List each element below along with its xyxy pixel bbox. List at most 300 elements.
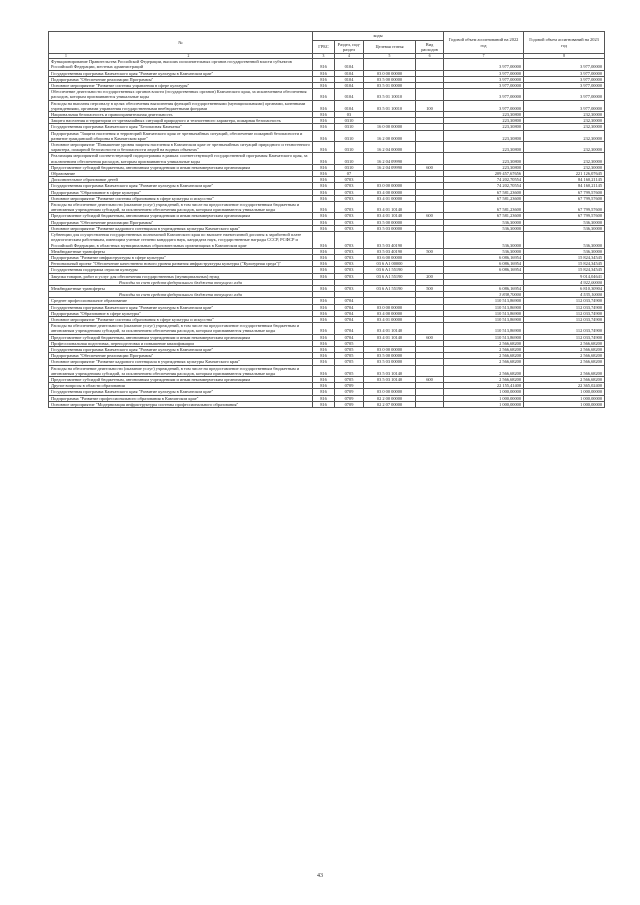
row-article: 03 5 03 40190 — [364, 232, 416, 249]
row-volume-2023: 3 977,00000 — [524, 70, 605, 76]
column-number-cell: 7 — [444, 54, 524, 59]
row-name: Расходы на обеспечение деятельности (оказание услуг) учреждений, в том числе на предоставление государственным бюджетным и автономным учреждениям субсидий, за исключением обеспечения расходов, которым присваиваются уникальные коды — [49, 365, 313, 376]
budget-table-wrapper — [48, 31, 604, 408]
row-expense-type — [416, 232, 444, 249]
row-volume-2022: 223,30800 — [444, 118, 524, 124]
row-volume-2022: 67 581,23600 — [444, 189, 524, 195]
row-article: 16 2 04 09990 — [364, 164, 416, 170]
row-volume-2023: 112 033,74900 — [524, 316, 605, 322]
row-section: 0704 — [335, 316, 364, 322]
row-volume-2023: 3 977,00000 — [524, 76, 605, 82]
row-article: 03 6 A1 00000 — [364, 261, 416, 267]
row-volume-2023: 536,30000 — [524, 219, 605, 225]
row-volume-2022: 110 513,86900 — [444, 316, 524, 322]
row-expense-type: 500 — [416, 248, 444, 254]
row-article: 03 5 03 10140 — [364, 376, 416, 382]
row-section: 0703 — [335, 183, 364, 189]
row-volume-2022: 67 581,23600 — [444, 195, 524, 201]
row-volume-2023: 1 000,00000 — [524, 401, 605, 407]
row-volume-2023: 4 922,00000 — [524, 279, 605, 285]
row-article: 03 4 01 00000 — [364, 195, 416, 201]
row-grbs: 816 — [313, 142, 335, 153]
row-name: Региональный проект "Обеспечение качественно нового уровня развития инфраструктуры культуры ("Культурная среда")" — [49, 261, 313, 267]
row-grbs: 816 — [313, 213, 335, 219]
row-section: 0703 — [335, 285, 364, 291]
row-name: Основное мероприятие "Повышение уровня защиты населения в Камчатском крае от чрезвычайных ситуаций природного и техногенного характера, пожарной безопасности и безопасности людей на водных объектах" — [49, 142, 313, 153]
row-volume-2023: 536,30000 — [524, 232, 605, 249]
row-volume-2023: 15 824,34545 — [524, 261, 605, 267]
header-codes: коды — [313, 32, 444, 41]
row-article: 03 6 A1 55190 — [364, 285, 416, 291]
row-grbs: 816 — [313, 401, 335, 407]
row-section: 0704 — [335, 310, 364, 316]
row-article: 03 5 00 00000 — [364, 76, 416, 82]
header-expense-type: Вид расходов — [416, 41, 444, 54]
row-section: 0709 — [335, 389, 364, 395]
row-grbs: 816 — [313, 346, 335, 352]
row-expense-type — [416, 202, 444, 213]
row-name: Другие вопросы в области образования — [49, 383, 313, 389]
header-volume-2023: Годовой объем ассигнований на 2023 год — [524, 32, 605, 54]
row-volume-2022: 2 566,68200 — [444, 359, 524, 365]
row-grbs: 816 — [313, 124, 335, 130]
row-grbs: 816 — [313, 89, 335, 100]
row-section: 0703 — [335, 261, 364, 267]
row-grbs: 816 — [313, 365, 335, 376]
row-volume-2022: 67 581,23600 — [444, 213, 524, 219]
row-article: 02 2 07 00000 — [364, 401, 416, 407]
row-volume-2022: 2 566,68200 — [444, 346, 524, 352]
row-article: 03 4 00 00000 — [364, 189, 416, 195]
row-name: Обеспечение деятельности государственных органов власти (государственных органов) Камчатского края, за исключением обеспечения расходов, которым присваиваются уникальные коды — [49, 89, 313, 100]
row-grbs: 816 — [313, 316, 335, 322]
row-grbs: 816 — [313, 273, 335, 279]
row-name: Расходы на обеспечение деятельности (оказание услуг) учреждений, в том числе на предоставление государственным бюджетным и автономным учреждениям субсидий, за исключением обеспечения расходов, которым присваиваются уникальные коды — [49, 323, 313, 334]
row-volume-2022: 6 086,16954 — [444, 285, 524, 291]
row-volume-2022: 1 000,00000 — [444, 401, 524, 407]
row-article: 03 4 01 00000 — [364, 316, 416, 322]
row-grbs: 816 — [313, 59, 335, 70]
row-grbs: 816 — [313, 70, 335, 76]
row-name: Подпрограмма "Образование в сфере культуры" — [49, 310, 313, 316]
row-volume-2023: 232,30000 — [524, 142, 605, 153]
row-name: Подпрограмма "Обеспечение реализации Программы" — [49, 353, 313, 359]
row-volume-2022: 2 566,68200 — [444, 376, 524, 382]
row-volume-2023: 232,30000 — [524, 153, 605, 164]
row-volume-2023: 67 799,57600 — [524, 202, 605, 213]
row-volume-2022: 22 155,41400 — [444, 383, 524, 389]
row-volume-2022: 3 977,00000 — [444, 83, 524, 89]
row-name: Государственная программа Камчатского края "Безопасная Камчатка" — [49, 124, 313, 130]
row-volume-2023: 2 566,68200 — [524, 346, 605, 352]
row-grbs: 816 — [313, 153, 335, 164]
row-grbs: 816 — [313, 353, 335, 359]
row-grbs: 816 — [313, 76, 335, 82]
row-article: 03 0 00 00000 — [364, 70, 416, 76]
row-article: 03 4 01 10140 — [364, 334, 416, 340]
row-section: 0703 — [335, 273, 364, 279]
row-expense-type — [416, 130, 444, 141]
row-volume-2022: 6 086,16954 — [444, 254, 524, 260]
row-volume-2023: 1 000,00000 — [524, 395, 605, 401]
row-name: Национальная безопасность и правоохранительная деятельность — [49, 112, 313, 118]
row-grbs: 816 — [313, 334, 335, 340]
row-name: Расходы за счет средств федерального бюджета текущего года — [49, 292, 313, 298]
row-volume-2023: 84 160,21145 — [524, 177, 605, 183]
row-name: Основное мероприятие "Модернизация инфраструктуры системы профессионального образования" — [49, 401, 313, 407]
row-volume-2022: 536,30000 — [444, 225, 524, 231]
row-name: Среднее профессиональное образование — [49, 298, 313, 304]
row-name: Государственная программа Камчатского края "Развитие культуры в Камчатском крае" — [49, 70, 313, 76]
row-volume-2022: 223,30800 — [444, 112, 524, 118]
row-section: 0709 — [335, 395, 364, 401]
row-volume-2023: 112 033,74900 — [524, 310, 605, 316]
row-section: 0704 — [335, 304, 364, 310]
table-row — [49, 142, 605, 153]
row-volume-2023: 2 566,68200 — [524, 365, 605, 376]
row-name: Основное мероприятие "Развитие системы образования в сфере культуры и искусства" — [49, 195, 313, 201]
row-grbs: 816 — [313, 340, 335, 346]
row-section: 0705 — [335, 340, 364, 346]
row-section: 0310 — [335, 130, 364, 141]
row-volume-2023: 3 977,00000 — [524, 59, 605, 70]
row-volume-2022: 110 513,86900 — [444, 310, 524, 316]
row-volume-2023: 112 033,74900 — [524, 334, 605, 340]
row-name: Предоставление субсидий бюджетным, автономным учреждениям и иным некоммерческим организациям — [49, 213, 313, 219]
row-name: Основное мероприятие "Развитие системы управления в сфере культуры" — [49, 83, 313, 89]
row-name: Предоставление субсидий бюджетным, автономным учреждениям и иным некоммерческим организациям — [49, 334, 313, 340]
row-name: Подпрограмма "Обеспечение реализации Программы" — [49, 219, 313, 225]
column-number-cell: 3 — [313, 54, 335, 59]
row-volume-2023: 232,30000 — [524, 164, 605, 170]
row-section: 0703 — [335, 267, 364, 273]
row-volume-2023: 22 365,02400 — [524, 383, 605, 389]
budget-table — [48, 31, 605, 408]
row-article: 03 5 03 40190 — [364, 248, 416, 254]
row-article: 16 2 04 00000 — [364, 142, 416, 153]
table-row — [49, 89, 605, 100]
row-volume-2023: 232,30000 — [524, 112, 605, 118]
row-section: 0310 — [335, 142, 364, 153]
row-volume-2022: 536,30000 — [444, 219, 524, 225]
row-volume-2022: 3 977,00000 — [444, 59, 524, 70]
row-name: Государственная программа Камчатского края "Развитие культуры в Камчатском крае" — [49, 304, 313, 310]
row-article: 03 4 01 10140 — [364, 323, 416, 334]
row-name: Расходы на выплаты персоналу в целях обеспечения выполнения функций государственными (муниципальными) органами, казенными учреждениями, органами управления государственными внебюджетными фондами — [49, 100, 313, 111]
row-volume-2023: 3 977,00000 — [524, 83, 605, 89]
row-name: Дополнительное образование детей — [49, 177, 313, 183]
row-grbs: 816 — [313, 130, 335, 141]
row-grbs: 816 — [313, 232, 335, 249]
column-number-cell: 4 — [335, 54, 364, 59]
row-article: 03 0 00 00000 — [364, 183, 416, 189]
row-volume-2022: 223,30800 — [444, 130, 524, 141]
row-section: 0703 — [335, 195, 364, 201]
row-grbs: 816 — [313, 202, 335, 213]
row-volume-2022: 74 202,70554 — [444, 177, 524, 183]
row-section: 0703 — [335, 189, 364, 195]
row-article: 16 2 00 00000 — [364, 130, 416, 141]
row-expense-type: 100 — [416, 100, 444, 111]
row-expense-type — [416, 89, 444, 100]
header-article: Целевая статья — [364, 41, 416, 54]
row-volume-2022: 2 566,68200 — [444, 340, 524, 346]
row-section: 0703 — [335, 232, 364, 249]
row-expense-type — [416, 153, 444, 164]
row-grbs: 816 — [313, 304, 335, 310]
row-volume-2023: 221 126,07645 — [524, 171, 605, 177]
row-expense-type: 600 — [416, 164, 444, 170]
row-volume-2023: 536,30000 — [524, 225, 605, 231]
row-section: 0310 — [335, 124, 364, 130]
row-section: 0104 — [335, 76, 364, 82]
row-volume-2023: 67 799,57600 — [524, 213, 605, 219]
row-name: Предоставление субсидий бюджетным, автономным учреждениям и иным некоммерческим организациям — [49, 164, 313, 170]
row-volume-2023: 67 799,57600 — [524, 189, 605, 195]
row-section: 0104 — [335, 83, 364, 89]
row-volume-2022: 1 000,00000 — [444, 389, 524, 395]
row-volume-2023: 112 033,74900 — [524, 298, 605, 304]
header-no: № — [49, 32, 313, 54]
row-volume-2023: 2 566,68200 — [524, 376, 605, 382]
row-grbs: 816 — [313, 383, 335, 389]
row-volume-2022: 209 457,67656 — [444, 171, 524, 177]
table-row — [49, 232, 605, 249]
row-name: Государственная программа Камчатского края "Развитие культуры в Камчатском крае" — [49, 346, 313, 352]
row-name: Реализация мероприятий соответствующей подпрограммы в рамках соответствующей государственной программы Камчатского края, за исключением обеспечения расходов, которым присваиваются уникальные коды — [49, 153, 313, 164]
row-volume-2023: 1 000,00000 — [524, 389, 605, 395]
row-name: Субвенции для осуществления государственных полномочий Камчатского края по выплате ежемесячной доплаты к заработной плате педагогическим работникам, имеющим ученые степени кандидата наук, кандидата наук, государственные награды СССР, РСФСР и Российской Федерации, в областных муниципальных образовательных организациях в Камчатском крае — [49, 232, 313, 249]
row-section: 0703 — [335, 219, 364, 225]
row-volume-2022: 110 513,86900 — [444, 298, 524, 304]
row-grbs: 816 — [313, 112, 335, 118]
table-row — [49, 365, 605, 376]
row-name: Подпрограмма "Развитие инфраструктуры в сфере культуры" — [49, 254, 313, 260]
row-grbs: 816 — [313, 254, 335, 260]
row-section: 0705 — [335, 365, 364, 376]
row-volume-2022: 3 977,00000 — [444, 89, 524, 100]
row-volume-2022: 110 513,86900 — [444, 334, 524, 340]
header-volume-2022: Годовой объем ассигнований на 2022 год — [444, 32, 524, 54]
row-grbs: 816 — [313, 310, 335, 316]
row-section: 03 — [335, 112, 364, 118]
row-volume-2022: 3 977,00000 — [444, 100, 524, 111]
row-grbs: 816 — [313, 100, 335, 111]
row-volume-2022: 67 581,23600 — [444, 202, 524, 213]
row-name: Государственная поддержка отрасли культуры — [49, 267, 313, 273]
row-volume-2022: 3 977,00000 — [444, 76, 524, 82]
row-section: 0705 — [335, 346, 364, 352]
row-grbs: 816 — [313, 164, 335, 170]
row-volume-2023: 536,30000 — [524, 248, 605, 254]
row-grbs: 816 — [313, 298, 335, 304]
row-article: 16 2 04 09990 — [364, 153, 416, 164]
row-grbs: 816 — [313, 171, 335, 177]
row-article: 03 5 03 00000 — [364, 359, 416, 365]
row-volume-2022: 536,30000 — [444, 248, 524, 254]
row-grbs: 816 — [313, 395, 335, 401]
row-section: 0704 — [335, 323, 364, 334]
row-section: 0104 — [335, 89, 364, 100]
row-section: 0705 — [335, 376, 364, 382]
row-section: 0704 — [335, 334, 364, 340]
row-name: Предоставление субсидий бюджетным, автономным учреждениям и иным некоммерческим организациям — [49, 376, 313, 382]
row-article: 03 5 00 00000 — [364, 219, 416, 225]
table-row — [49, 153, 605, 164]
row-expense-type — [416, 365, 444, 376]
row-volume-2023: 15 824,34545 — [524, 254, 605, 260]
row-name: Расходы на обеспечение деятельности (оказание услуг) учреждений, в том числе на предоставление государственным бюджетным и автономным учреждениям субсидий, за исключением обеспечения расходов, которым присваиваются уникальные коды — [49, 202, 313, 213]
row-volume-2023: 9 014,04641 — [524, 273, 605, 279]
row-section: 0310 — [335, 118, 364, 124]
column-number: 2 — [187, 54, 190, 58]
row-name: Образование — [49, 171, 313, 177]
row-name: Государственная программа Камчатского края "Развитие культуры в Камчатском крае" — [49, 389, 313, 395]
row-section: 0704 — [335, 298, 364, 304]
row-grbs: 816 — [313, 219, 335, 225]
row-volume-2022: 1 000,00000 — [444, 395, 524, 401]
row-article: 03 5 01 10010 — [364, 89, 416, 100]
row-section: 0703 — [335, 202, 364, 213]
row-section: 0703 — [335, 177, 364, 183]
row-volume-2022: 110 513,86900 — [444, 304, 524, 310]
row-volume-2022: 74 202,70554 — [444, 183, 524, 189]
row-volume-2022: 223,30800 — [444, 142, 524, 153]
row-volume-2023: 112 033,74900 — [524, 323, 605, 334]
row-section: 0703 — [335, 254, 364, 260]
row-volume-2023: 3 977,00000 — [524, 89, 605, 100]
row-section: 0104 — [335, 59, 364, 70]
row-grbs: 816 — [313, 83, 335, 89]
row-grbs: 816 — [313, 189, 335, 195]
row-volume-2022: 223,30800 — [444, 153, 524, 164]
row-volume-2023: 232,30000 — [524, 124, 605, 130]
row-name: Межбюджетные трансферты — [49, 285, 313, 291]
row-volume-2023: 84 160,21145 — [524, 183, 605, 189]
row-volume-2022: 223,30800 — [444, 124, 524, 130]
row-expense-type — [416, 401, 444, 407]
column-number: 1 — [65, 54, 67, 58]
row-volume-2023: 232,30000 — [524, 130, 605, 141]
row-grbs: 816 — [313, 195, 335, 201]
table-row — [49, 130, 605, 141]
row-volume-2022: 110 513,86900 — [444, 323, 524, 334]
row-name: Расходы за счет средств федерального бюджета текущего года — [49, 279, 313, 285]
row-name: Закупка товаров, работ и услуг для обеспечения государственных (муниципальных) нужд — [49, 273, 313, 279]
row-volume-2022: 6 086,16954 — [444, 267, 524, 273]
column-number-cell: 6 — [416, 54, 444, 59]
row-grbs: 816 — [313, 225, 335, 231]
column-number-cell: 5 — [364, 54, 416, 59]
row-volume-2023: 2 566,68200 — [524, 359, 605, 365]
column-number-cell: 8 — [524, 54, 605, 59]
row-grbs: 816 — [313, 118, 335, 124]
row-volume-2022: 6 086,16954 — [444, 261, 524, 267]
row-grbs: 816 — [313, 267, 335, 273]
row-section: 0703 — [335, 213, 364, 219]
page-number: 43 — [317, 873, 323, 879]
row-name: Основное мероприятие "Развитие системы образования в сфере культуры и искусства" — [49, 316, 313, 322]
row-expense-type — [416, 59, 444, 70]
row-grbs: 816 — [313, 248, 335, 254]
row-expense-type — [416, 323, 444, 334]
row-volume-2023: 232,30000 — [524, 118, 605, 124]
row-name: Подпрограмма "Защита населения и территорий Камчатского края от чрезвычайных ситуаций, обеспечение пожарной безопасности и развитие гражданской обороны в Камчатском крае" — [49, 130, 313, 141]
header-section: Раздел, под- раздел — [335, 41, 364, 54]
row-expense-type: 600 — [416, 376, 444, 382]
row-section: 0703 — [335, 248, 364, 254]
row-article: 02 2 00 00000 — [364, 395, 416, 401]
budget-table-body — [49, 54, 605, 408]
row-name: Основное мероприятие "Развитие кадрового потенциала в учреждениях культуры Камчатского края" — [49, 225, 313, 231]
row-volume-2023: 15 824,34545 — [524, 267, 605, 273]
row-name: Основное мероприятие "Развитие кадрового потенциала в учреждениях культуры Камчатского края" — [49, 359, 313, 365]
row-expense-type: 200 — [416, 273, 444, 279]
row-volume-2022: 2 566,68200 — [444, 353, 524, 359]
row-grbs: 816 — [313, 177, 335, 183]
row-grbs: 816 — [313, 183, 335, 189]
table-row — [49, 59, 605, 70]
row-section: 0703 — [335, 225, 364, 231]
row-name: Функционирование Правительства Российской Федерации, высших исполнительных органов государственной власти субъектов Российской Федерации, местных администраций — [49, 59, 313, 70]
row-section: 0709 — [335, 401, 364, 407]
row-article: 03 0 00 00000 — [364, 346, 416, 352]
row-volume-2023: 6 810,30904 — [524, 285, 605, 291]
row-section: 0310 — [335, 153, 364, 164]
header-grbs: ГРБС — [313, 41, 335, 54]
row-article: 03 4 01 10140 — [364, 202, 416, 213]
row-volume-2022: 3 977,00000 — [444, 70, 524, 76]
row-section: 0104 — [335, 100, 364, 111]
row-article: 03 4 01 10140 — [364, 213, 416, 219]
row-grbs: 816 — [313, 389, 335, 395]
row-grbs: 816 — [313, 323, 335, 334]
row-article: 03 5 00 00000 — [364, 353, 416, 359]
row-expense-type: 600 — [416, 334, 444, 340]
row-section: 0310 — [335, 164, 364, 170]
row-volume-2023: 2 566,68200 — [524, 340, 605, 346]
row-volume-2023: 67 799,57600 — [524, 195, 605, 201]
row-article: 03 6 A1 55190 — [364, 273, 416, 279]
row-grbs: 816 — [313, 261, 335, 267]
row-article: 03 0 00 00000 — [364, 389, 416, 395]
row-name: Профессиональная подготовка, переподготовка и повышение квалификации — [49, 340, 313, 346]
row-volume-2023: 4 535,10000 — [524, 292, 605, 298]
row-name: Подпрограмма "Обеспечение реализации Программы" — [49, 76, 313, 82]
row-article: 03 6 A1 55190 — [364, 267, 416, 273]
row-grbs: 816 — [313, 359, 335, 365]
row-article: 03 0 00 00000 — [364, 304, 416, 310]
row-name: Государственная программа Камчатского края "Развитие культуры в Камчатском крае" — [49, 183, 313, 189]
row-expense-type: 600 — [416, 213, 444, 219]
table-row — [49, 202, 605, 213]
row-grbs: 816 — [313, 376, 335, 382]
row-section: 0709 — [335, 383, 364, 389]
row-volume-2023: 2 566,68200 — [524, 353, 605, 359]
row-volume-2022: 2 566,68200 — [444, 365, 524, 376]
row-article: 03 5 01 00000 — [364, 83, 416, 89]
row-article: 03 5 01 10010 — [364, 100, 416, 111]
row-section: 07 — [335, 171, 364, 177]
row-volume-2022: 3 838,70000 — [444, 292, 524, 298]
row-section: 0705 — [335, 353, 364, 359]
table-row — [49, 401, 605, 407]
row-grbs: 816 — [313, 285, 335, 291]
table-row — [49, 323, 605, 334]
row-article: 03 5 03 10140 — [364, 365, 416, 376]
row-volume-2023: 3 977,00000 — [524, 100, 605, 111]
row-name: Подпрограмма "Развитие профессионального образования в Камчатском крае" — [49, 395, 313, 401]
